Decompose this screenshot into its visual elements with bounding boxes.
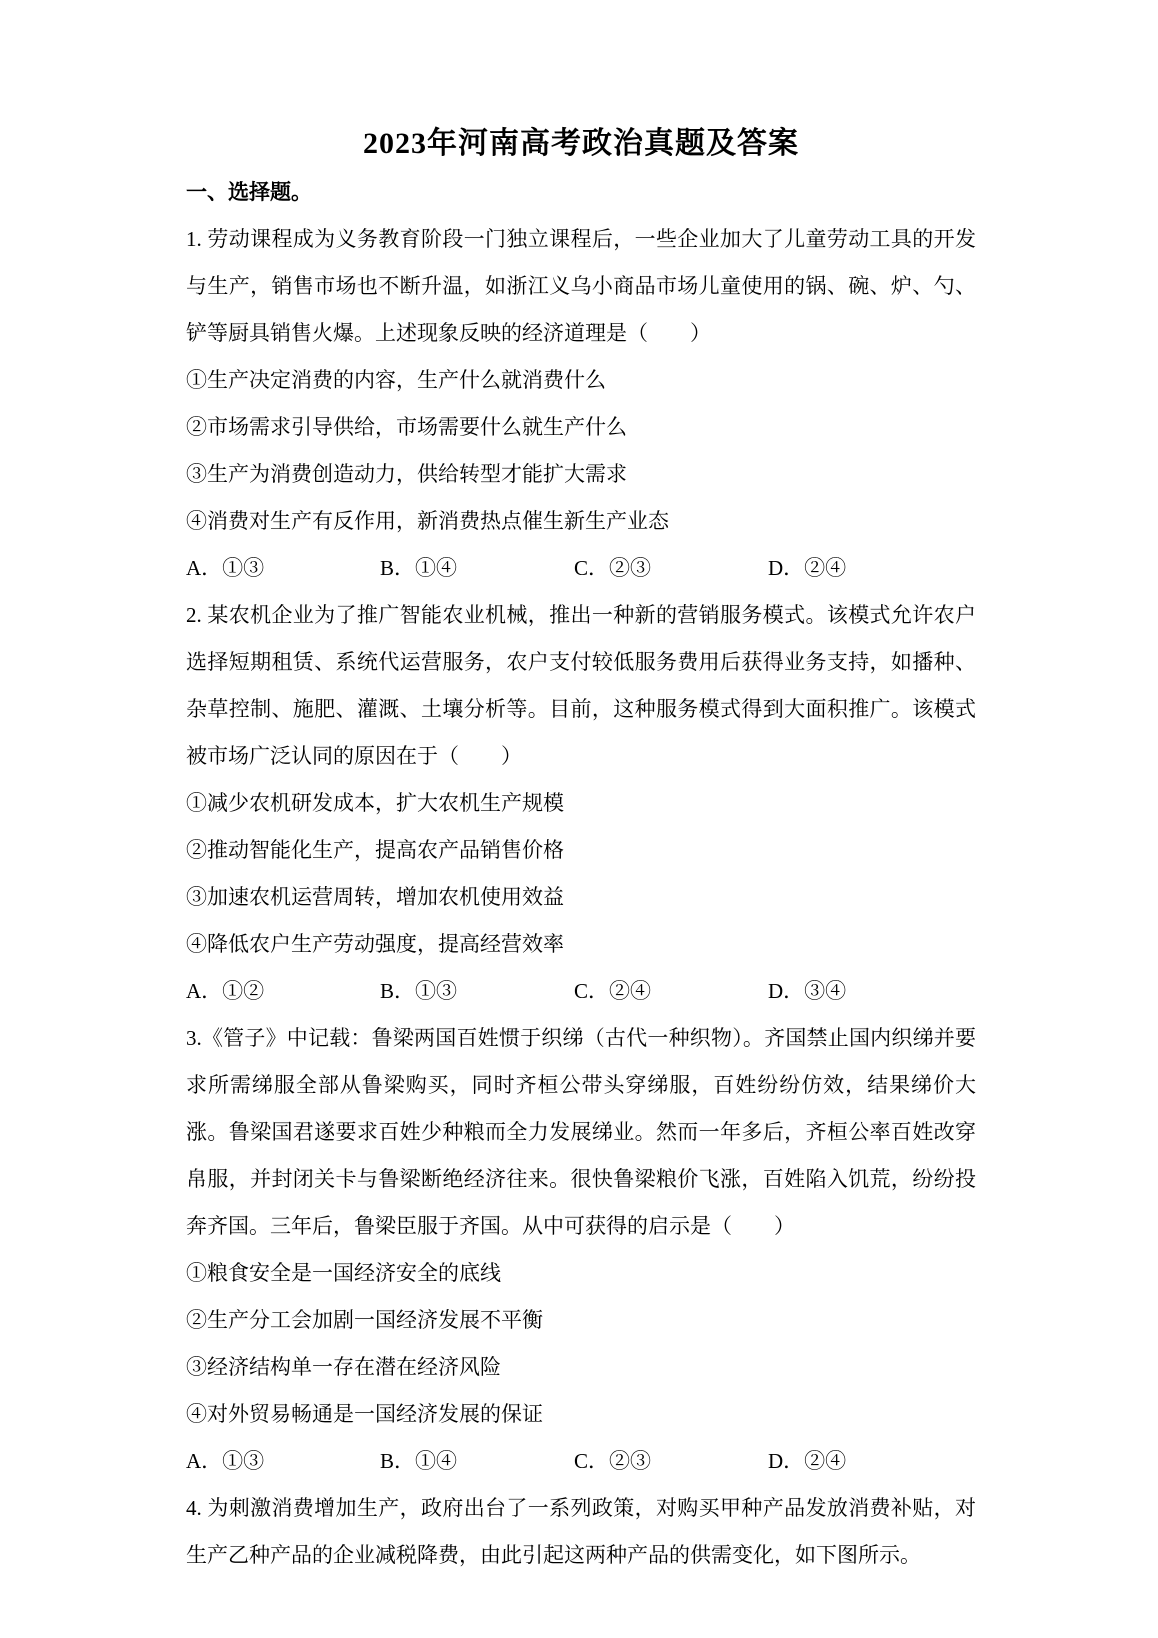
choice-option-b: B．①④ <box>380 1449 458 1473</box>
question-2 <box>186 592 976 1015</box>
question-1 <box>186 216 976 592</box>
statement: ②推动智能化生产，提高农产品销售价格 <box>186 838 564 862</box>
statement: ③加速农机运营周转，增加农机使用效益 <box>186 885 564 909</box>
statement: ③生产为消费创造动力，供给转型才能扩大需求 <box>186 462 627 486</box>
choice-option-d: D．③④ <box>768 979 847 1003</box>
statement: ①粮食安全是一国经济安全的底线 <box>186 1261 501 1285</box>
statement: ②市场需求引导供给，市场需要什么就生产什么 <box>186 415 627 439</box>
statement: ④对外贸易畅通是一国经济发展的保证 <box>186 1402 543 1426</box>
question-stem: 2. 某农机企业为了推广智能农业机械，推出一种新的营销服务模式。该模式允许农户选择短期租赁、系统代运营服务，农户支付较低服务费用后获得业务支持，如播种、杂草控制、施肥、灌溉、土壤分析等。目前，这种服务模式得到大面积推广。该模式被市场广泛认同的原因在于（ ） <box>186 603 976 768</box>
question-4 <box>186 1485 976 1579</box>
choice-option-c: C．②③ <box>574 1449 652 1473</box>
question-stem: 1. 劳动课程成为义务教育阶段一门独立课程后，一些企业加大了儿童劳动工具的开发与生产，销售市场也不断升温，如浙江义乌小商品市场儿童使用的锅、碗、炉、勺、铲等厨具销售火爆。上述现象反映的经济道理是（ ） <box>186 227 976 345</box>
choice-option-a: A．①③ <box>186 1449 265 1473</box>
statement: ②生产分工会加剧一国经济发展不平衡 <box>186 1308 543 1332</box>
question-stem: 4. 为刺激消费增加生产，政府出台了一系列政策，对购买甲种产品发放消费补贴，对生产乙种产品的企业减税降费，由此引起这两种产品的供需变化，如下图所示。 <box>186 1496 976 1567</box>
exam-title: 2023年河南高考政治真题及答案 <box>363 127 799 160</box>
question-3 <box>186 1015 976 1485</box>
choice-option-d: D．②④ <box>768 556 847 580</box>
statement: ④降低农户生产劳动强度，提高经营效率 <box>186 932 564 956</box>
choice-row <box>186 545 976 592</box>
choice-option-b: B．①③ <box>380 979 458 1003</box>
choice-option-a: A．①② <box>186 979 265 1003</box>
choice-row <box>186 1438 976 1485</box>
choice-option-c: C．②③ <box>574 556 652 580</box>
question-stem: 3.《管子》中记载：鲁梁两国百姓惯于织绨（古代一种织物）。齐国禁止国内织绨并要求所需绨服全部从鲁梁购买，同时齐桓公带头穿绨服，百姓纷纷仿效，结果绨价大涨。鲁梁国君遂要求百姓少种粮而全力发展绨业。然而一年多后，齐桓公率百姓改穿帛服，并封闭关卡与鲁梁断绝经济往来。很快鲁梁粮价飞涨，百姓陷入饥荒，纷纷投奔齐国。三年后，鲁梁臣服于齐国。从中可获得的启示是（ ） <box>186 1026 976 1238</box>
choice-option-a: A．①③ <box>186 556 265 580</box>
statement: ①减少农机研发成本，扩大农机生产规模 <box>186 791 564 815</box>
choice-option-c: C．②④ <box>574 979 652 1003</box>
section-header: 一、选择题。 <box>186 180 312 204</box>
choice-option-d: D．②④ <box>768 1449 847 1473</box>
statement: ④消费对生产有反作用，新消费热点催生新生产业态 <box>186 509 669 533</box>
choice-row <box>186 968 976 1015</box>
choice-option-b: B．①④ <box>380 556 458 580</box>
statement: ①生产决定消费的内容，生产什么就消费什么 <box>186 368 606 392</box>
statement: ③经济结构单一存在潜在经济风险 <box>186 1355 501 1379</box>
